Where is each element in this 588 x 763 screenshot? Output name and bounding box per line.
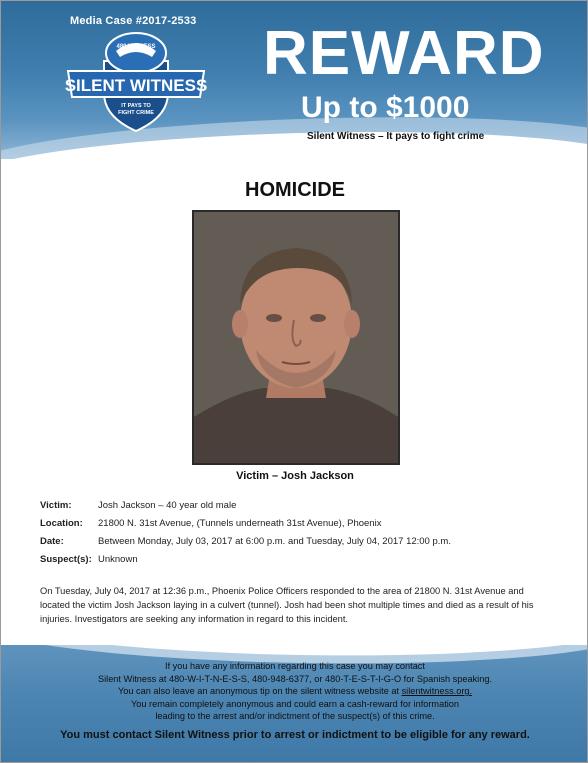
detail-value: Josh Jackson – 40 year old male (98, 500, 237, 511)
victim-photo (192, 210, 400, 465)
contact-line (1, 685, 588, 698)
detail-value: Between Monday, July 03, 2017 at 6:00 p.m. and Tuesday, July 04, 2017 12:00 p.m. (98, 536, 451, 547)
victim-photo-image (194, 212, 398, 463)
tagline: Silent Witness – It pays to fight crime (307, 131, 485, 142)
contact-line: Silent Witness at 480-W-I-T-N-E-S-S, 480-948-6377, or 480-T-E-S-T-I-G-O for Spanish speaking. (97, 673, 492, 684)
contact-line: You remain completely anonymous and could earn a cash-reward for information (130, 698, 460, 709)
detail-label: Suspect(s): (40, 554, 92, 565)
detail-label: Date: (40, 536, 64, 547)
case-narrative: On Tuesday, July 04, 2017 at 12:36 p.m., Phoenix Police Officers responded to the area of 21800 N. 31st Avenue and located the victim Josh Jackson laying in a culvert (tunnel). Josh had been shot multiple times and died as a result of his injuries. Investigators are seeking any information in regard to this incident. (40, 586, 534, 624)
crime-type-title: HOMICIDE (245, 179, 345, 201)
media-case-number: Media Case #2017-2533 (70, 15, 197, 27)
detail-label: Victim: (40, 500, 72, 511)
detail-value: 21800 N. 31st Avenue, (Tunnels underneath 31st Avenue), Phoenix (98, 518, 382, 529)
reward-amount: Up to $1000 (301, 91, 470, 124)
photo-caption: Victim – Josh Jackson (236, 470, 354, 482)
svg-text:FIGHT CRIME: FIGHT CRIME (118, 110, 154, 116)
reward-eligibility-notice: You must contact Silent Witness prior to arrest or indictment to be eligible for any reward. (60, 729, 530, 741)
contact-info (1, 660, 588, 723)
detail-label: Location: (40, 518, 83, 529)
header-banner (1, 1, 588, 159)
contact-line-text: You can also leave an anonymous tip on the silent witness website at (117, 686, 402, 697)
svg-text:480.WITNESS: 480.WITNESS (116, 44, 156, 50)
detail-value: Unknown (98, 554, 138, 565)
silent-witness-logo (64, 31, 208, 133)
contact-line: If you have any information regarding this case you may contact (165, 661, 425, 671)
svg-text:SILENT WITNESS: SILENT WITNESS (64, 76, 208, 95)
reward-title: REWARD (263, 19, 545, 88)
silentwitness-link[interactable]: silentwitness.org. (401, 686, 473, 697)
footer-banner (1, 645, 588, 763)
svg-text:IT PAYS TO: IT PAYS TO (121, 103, 151, 109)
contact-line: leading to the arrest and/or indictment of the suspect(s) of this crime. (155, 711, 435, 722)
